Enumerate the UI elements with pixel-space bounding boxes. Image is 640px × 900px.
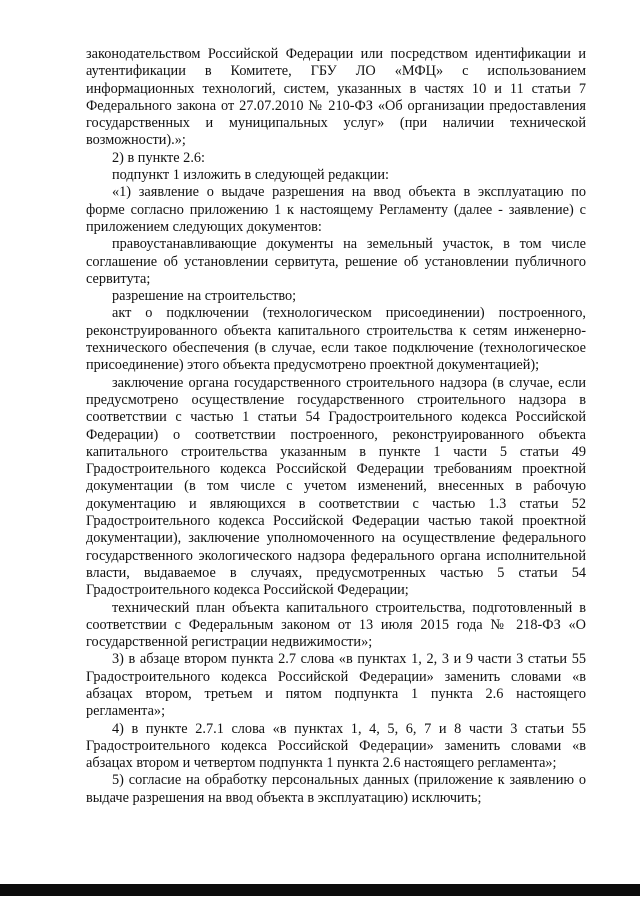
paragraph-1: законодательством Российской Федерации или посредством идентификации и аутентификации в Комитете, ГБУ ЛО «МФЦ» с использованием информационных технологий, систем, указанных в частях 10 и 11 статьи 7 Федерального закона от 27.07.2010 № 210-ФЗ «Об организации предоставления государственных и муниципальных услуг» (при наличии технической возможности).»; [86, 46, 586, 149]
paragraph-2: 2) в пункте 2.6: [112, 149, 206, 166]
paragraph-4: «1) заявление о выдаче разрешения на ввод объекта в эксплуатацию по форме согласно приложению 1 к настоящему Регламенту (далее - заявление) с приложением следующих документов: [86, 184, 586, 235]
paragraph-9: технический план объекта капитального строительства, подготовленный в соответствии с Федеральным законом от 13 июля 2015 года № 218-ФЗ «О государственной регистрации недвижимости»; [86, 599, 586, 651]
paragraph-12: 5) согласие на обработку персональных данных (приложение к заявлению о выдаче разрешения на ввод объекта в эксплуатацию) исключить; [86, 772, 586, 806]
paragraph-3: подпункт 1 изложить в следующей редакции: [112, 167, 389, 184]
paragraph-8: заключение органа государственного строительного надзора (в случае, если предусмотрено осуществление государственного строительного надзора в соответствии с частью 1 статьи 54 Градостроительного кодекса Российской Федерации) о соответствии построенного, реконструированного объекта капитального строительства указанным в пункте 1 части 5 статьи 49 Градостроительного кодекса Российской Федерации требованиям проектной документации (в том числе с учетом изменений, внесенных в рабочую документацию и являющихся в соответствии с частью 1.3 статьи 52 Градостроительного кодекса Российской Федерации частью такой проектной документации), заключение уполномоченного на осуществление федерального государственного экологического надзора федерального органа исполнительной власти, выдаваемое в случаях, предусмотренных частью 5 статьи 54 Градостроительного кодекса Российской Федерации; [86, 374, 586, 599]
paragraph-11: 4) в пункте 2.7.1 слова «в пунктах 1, 4, 5, 6, 7 и 8 части 3 статьи 55 Градостроительного кодекса Российской Федерации» заменить словами «в абзацах втором и четвертом подпункта 1 пункта 2.6 настоящего регламента»; [86, 720, 586, 772]
paragraph-10: 3) в абзаце втором пункта 2.7 слова «в пунктах 1, 2, 3 и 9 части 3 статьи 55 Градостроительного кодекса Российской Федерации» заменить словами «в абзацах втором, третьем и пятом подпункта 1 пункта 2.6 настоящего регламента»; [86, 651, 586, 720]
paragraph-7: акт о подключении (технологическом присоединении) построенного, реконструированного объекта капитального строительства к сетям инженерно-технического обеспечения (в случае, если такое подключение (технологическое присоединение) этого объекта предусмотрено проектной документацией); [86, 305, 586, 374]
document-page [86, 46, 586, 807]
paragraph-6: разрешение на строительство; [112, 288, 297, 305]
paragraph-5: правоустанавливающие документы на земельный участок, в том числе соглашение об установлении сервитута, решение об установлении публичного сервитута; [86, 236, 586, 287]
scan-edge-bar [0, 884, 640, 896]
